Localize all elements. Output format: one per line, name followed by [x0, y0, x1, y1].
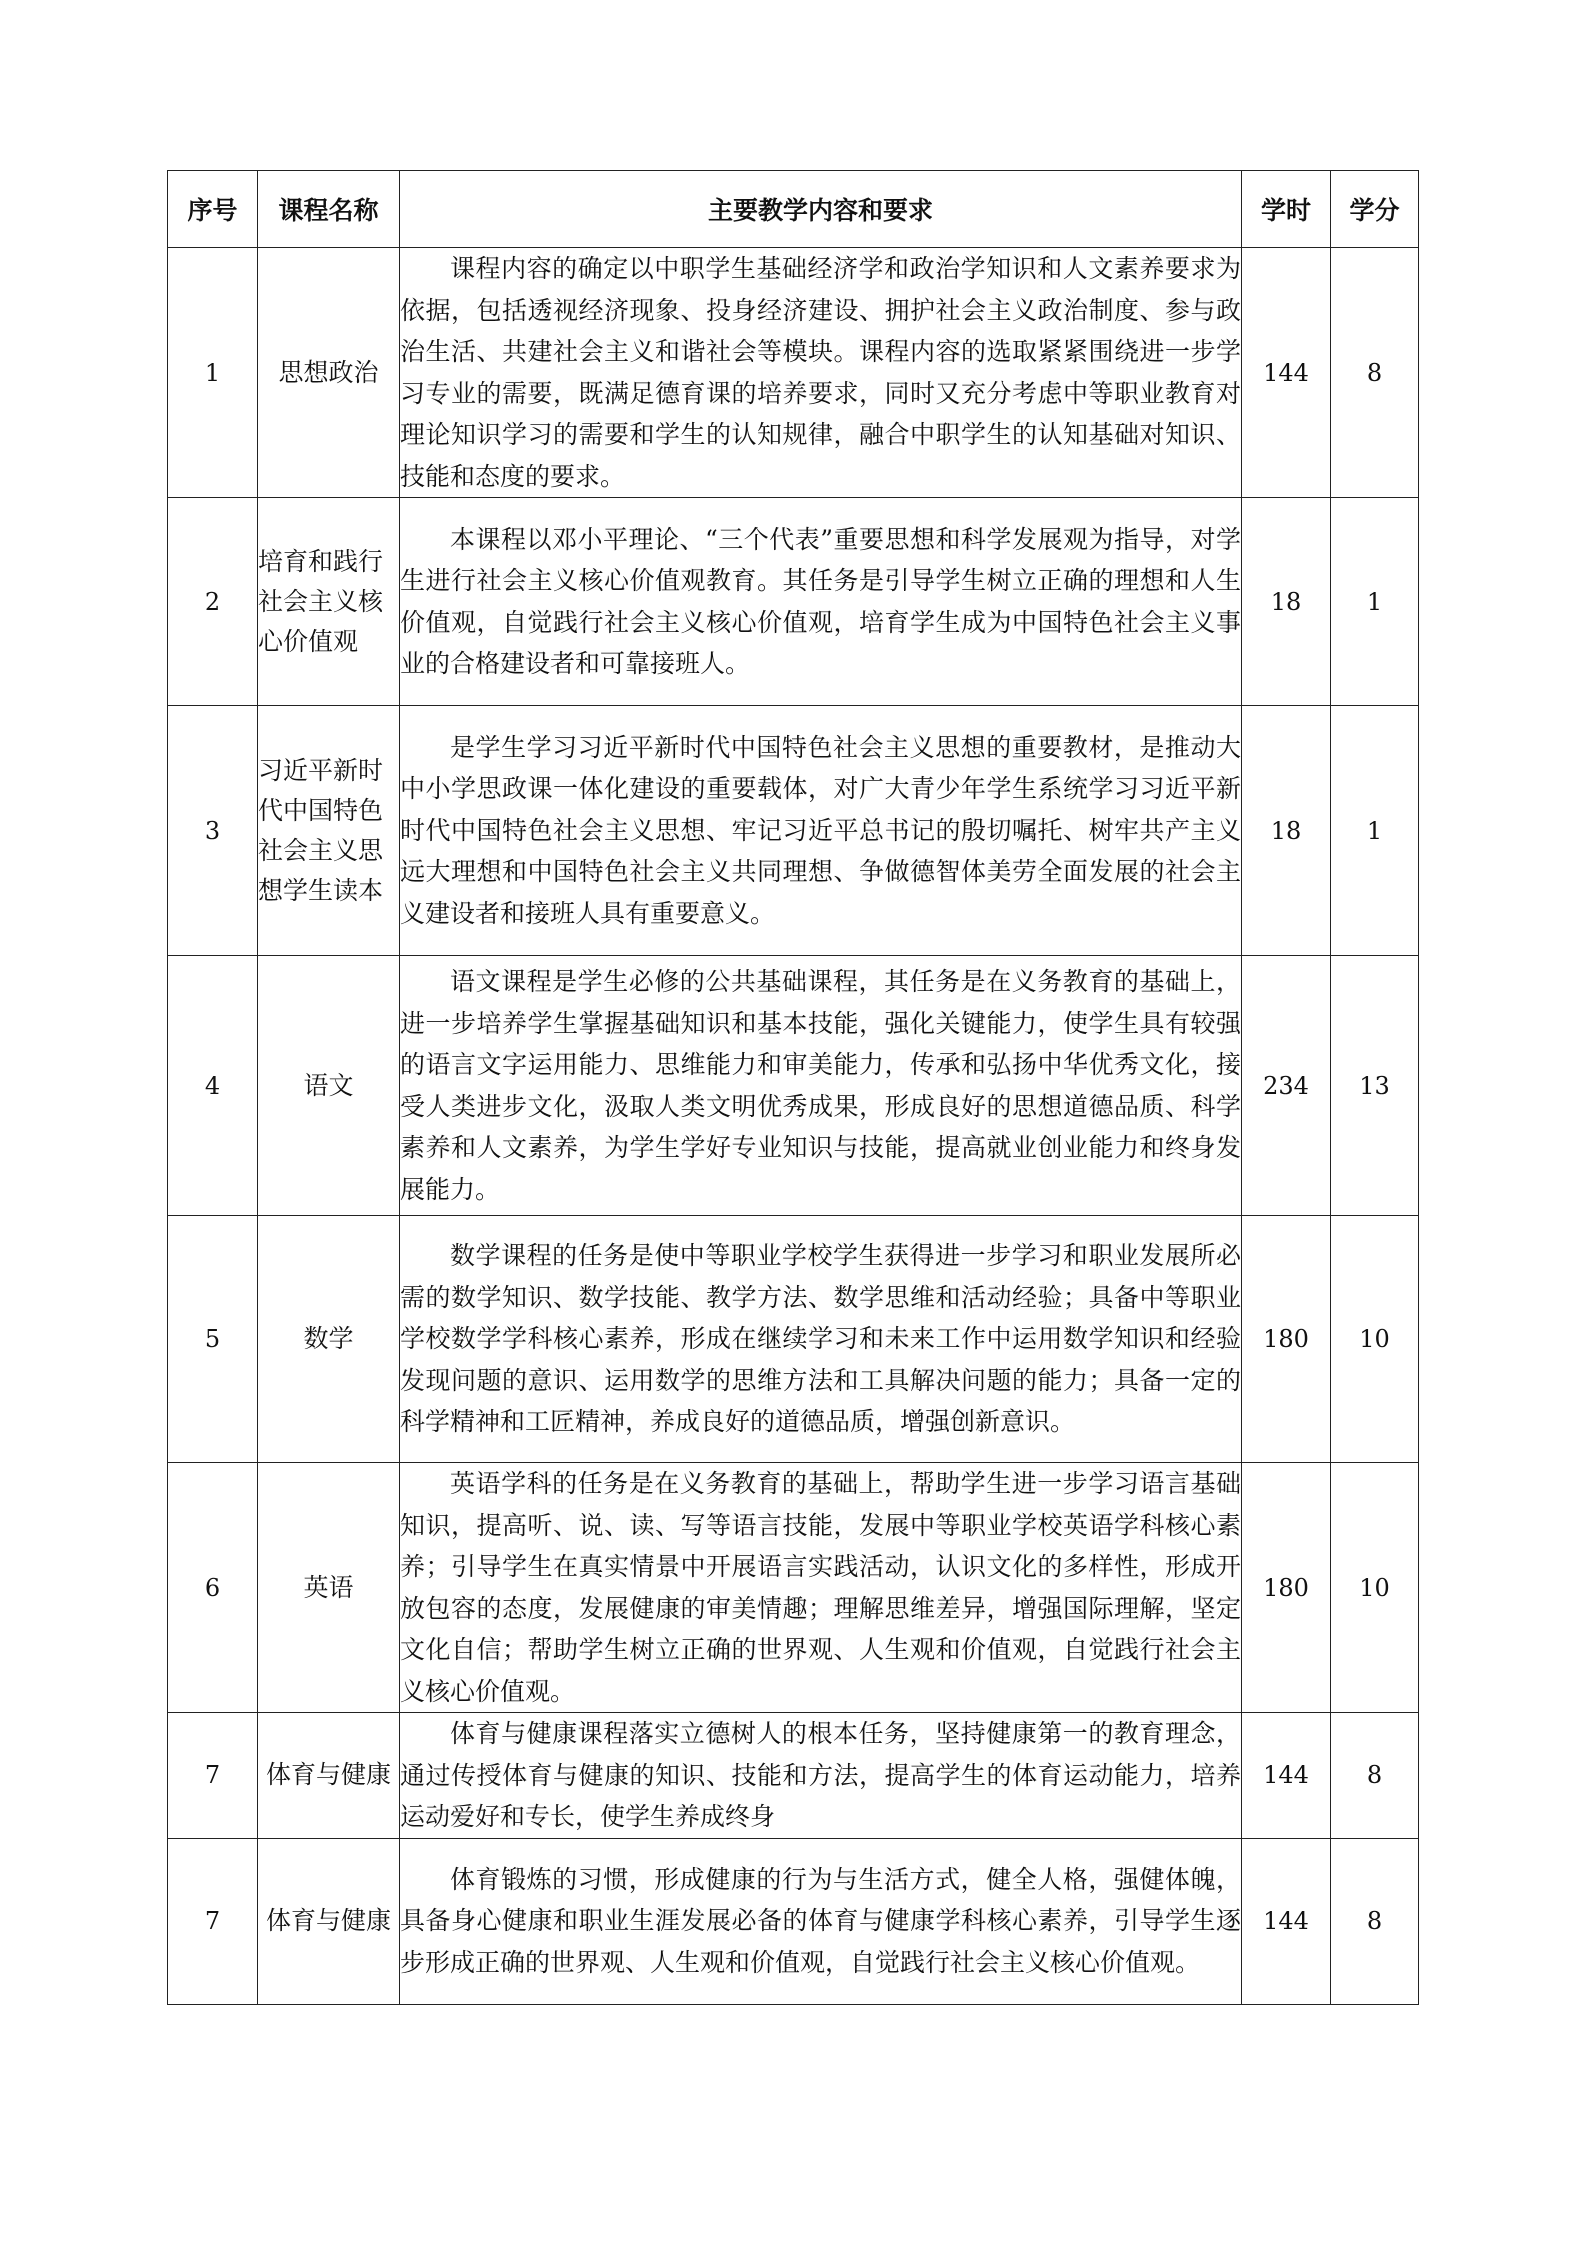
table-row: [168, 1463, 1419, 1713]
row-course-name: 培育和践行社会主义核心价值观: [258, 498, 400, 706]
row-hours: 234: [1242, 956, 1331, 1216]
table-header-row: [168, 171, 1419, 248]
row-no: 1: [168, 248, 258, 498]
row-credits: 13: [1331, 956, 1419, 1216]
table-row: [168, 498, 1419, 706]
header-no: 序号: [168, 171, 258, 248]
row-credits: 10: [1331, 1463, 1419, 1713]
row-content: 体育与健康课程落实立德树人的根本任务，坚持健康第一的教育理念，通过传授体育与健康的知识、技能和方法，提高学生的体育运动能力，培养运动爱好和专长，使学生养成终身: [400, 1713, 1242, 1839]
header-credits: 学分: [1331, 171, 1419, 248]
row-hours: 18: [1242, 498, 1331, 706]
row-no: 5: [168, 1216, 258, 1463]
row-course-name: 英语: [258, 1463, 400, 1713]
table-row: [168, 1838, 1419, 2004]
header-course-name: 课程名称: [258, 171, 400, 248]
row-no: 6: [168, 1463, 258, 1713]
row-hours: 180: [1242, 1463, 1331, 1713]
row-no: 7: [168, 1838, 258, 2004]
header-content: 主要教学内容和要求: [400, 171, 1242, 248]
table-row: [168, 1713, 1419, 1839]
table-row: [168, 956, 1419, 1216]
row-no: 3: [168, 706, 258, 956]
row-hours: 144: [1242, 1713, 1331, 1839]
row-content: 是学生学习习近平新时代中国特色社会主义思想的重要教材，是推动大中小学思政课一体化建设的重要载体，对广大青少年学生系统学习习近平新时代中国特色社会主义思想、牢记习近平总书记的殷切嘱托、树牢共产主义远大理想和中国特色社会主义共同理想、争做德智体美劳全面发展的社会主义建设者和接班人具有重要意义。: [400, 706, 1242, 956]
row-credits: 1: [1331, 498, 1419, 706]
row-content: 本课程以邓小平理论、“三个代表”重要思想和科学发展观为指导，对学生进行社会主义核心价值观教育。其任务是引导学生树立正确的理想和人生价值观，自觉践行社会主义核心价值观，培育学生成为中国特色社会主义事业的合格建设者和可靠接班人。: [400, 498, 1242, 706]
row-no: 2: [168, 498, 258, 706]
row-content: 课程内容的确定以中职学生基础经济学和政治学知识和人文素养要求为依据，包括透视经济现象、投身经济建设、拥护社会主义政治制度、参与政治生活、共建社会主义和谐社会等模块。课程内容的选取紧紧围绕进一步学习专业的需要，既满足德育课的培养要求，同时又充分考虑中等职业教育对理论知识学习的需要和学生的认知规律，融合中职学生的认知基础对知识、技能和态度的要求。: [400, 248, 1242, 498]
row-hours: 144: [1242, 1838, 1331, 2004]
row-credits: 8: [1331, 1838, 1419, 2004]
row-content: 数学课程的任务是使中等职业学校学生获得进一步学习和职业发展所必需的数学知识、数学技能、教学方法、数学思维和活动经验；具备中等职业学校数学学科核心素养，形成在继续学习和未来工作中运用数学知识和经验发现问题的意识、运用数学的思维方法和工具解决问题的能力；具备一定的科学精神和工匠精神，养成良好的道德品质，增强创新意识。: [400, 1216, 1242, 1463]
row-course-name: 语文: [258, 956, 400, 1216]
row-no: 7: [168, 1713, 258, 1839]
row-credits: 10: [1331, 1216, 1419, 1463]
table-row: [168, 248, 1419, 498]
row-content: 英语学科的任务是在义务教育的基础上，帮助学生进一步学习语言基础知识，提高听、说、读、写等语言技能，发展中等职业学校英语学科核心素养；引导学生在真实情景中开展语言实践活动，认识文化的多样性，形成开放包容的态度，发展健康的审美情趣；理解思维差异，增强国际理解，坚定文化自信；帮助学生树立正确的世界观、人生观和价值观，自觉践行社会主义核心价值观。: [400, 1463, 1242, 1713]
row-content: 语文课程是学生必修的公共基础课程，其任务是在义务教育的基础上，进一步培养学生掌握基础知识和基本技能，强化关键能力，使学生具有较强的语言文字运用能力、思维能力和审美能力，传承和弘扬中华优秀文化，接受人类进步文化，汲取人类文明优秀成果，形成良好的思想道德品质、科学素养和人文素养，为学生学好专业知识与技能，提高就业创业能力和终身发展能力。: [400, 956, 1242, 1216]
row-course-name: 习近平新时代中国特色社会主义思想学生读本: [258, 706, 400, 956]
row-hours: 144: [1242, 248, 1331, 498]
row-hours: 180: [1242, 1216, 1331, 1463]
row-credits: 8: [1331, 1713, 1419, 1839]
table-row: [168, 1216, 1419, 1463]
row-no: 4: [168, 956, 258, 1216]
row-credits: 1: [1331, 706, 1419, 956]
row-course-name: 体育与健康: [258, 1838, 400, 2004]
table-row: [168, 706, 1419, 956]
header-hours: 学时: [1242, 171, 1331, 248]
row-credits: 8: [1331, 248, 1419, 498]
course-table: [167, 170, 1419, 2005]
row-course-name: 思想政治: [258, 248, 400, 498]
row-course-name: 体育与健康: [258, 1713, 400, 1839]
row-hours: 18: [1242, 706, 1331, 956]
row-course-name: 数学: [258, 1216, 400, 1463]
row-content: 体育锻炼的习惯，形成健康的行为与生活方式，健全人格，强健体魄，具备身心健康和职业生涯发展必备的体育与健康学科核心素养，引导学生逐步形成正确的世界观、人生观和价值观，自觉践行社会主义核心价值观。: [400, 1838, 1242, 2004]
